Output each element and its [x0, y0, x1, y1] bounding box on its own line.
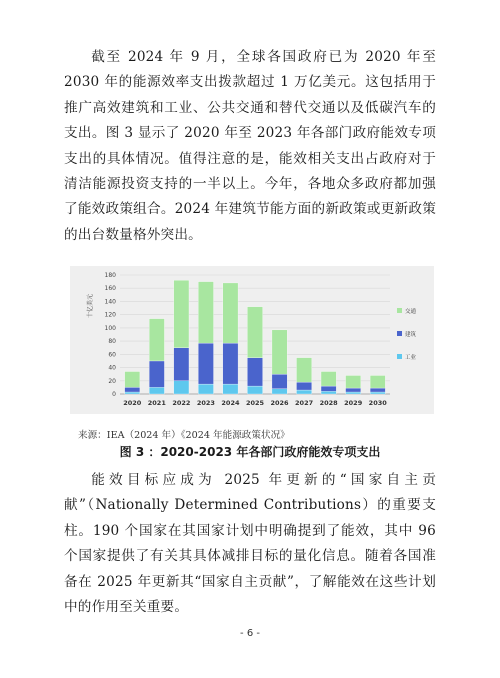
- bar-交通-2029: [346, 375, 361, 388]
- figure-caption: 图 3 ：2020-2023 年各部门政府能效专项支出: [119, 445, 381, 459]
- bar-交通-2020: [125, 372, 140, 388]
- bar-建筑-2026: [272, 374, 287, 389]
- bar-建筑-2023: [198, 343, 213, 384]
- bar-建筑-2022: [174, 348, 189, 381]
- x-tick-label: 2027: [295, 399, 314, 407]
- x-tick-label: 2022: [172, 399, 191, 407]
- y-tick-label: 180: [104, 272, 116, 279]
- bar-工业-2021: [149, 387, 164, 394]
- legend-label: 交通: [405, 309, 417, 315]
- x-tick-label: 2030: [368, 399, 387, 407]
- bar-交通-2027: [296, 358, 311, 382]
- bar-工业-2025: [247, 386, 262, 394]
- bar-工业-2029: [346, 392, 361, 394]
- chart-source: 来源：IEA（2024 年）《2024 年能源政策状况》: [78, 430, 290, 441]
- legend-label: 工业: [405, 355, 417, 361]
- y-tick-label: 0: [112, 391, 116, 398]
- bar-交通-2025: [247, 307, 262, 358]
- y-tick-label: 80: [108, 338, 116, 346]
- legend-swatch-交通: [397, 308, 402, 313]
- bar-建筑-2025: [247, 358, 262, 386]
- bar-建筑-2029: [346, 388, 361, 392]
- bar-建筑-2027: [296, 382, 311, 390]
- stacked-bar-chart: [70, 266, 434, 414]
- x-tick-label: 2029: [344, 399, 363, 407]
- bar-建筑-2030: [370, 388, 385, 392]
- y-tick-label: 100: [104, 324, 116, 332]
- y-tick-label: 20: [108, 377, 116, 385]
- bar-工业-2026: [272, 389, 287, 394]
- legend-swatch-工业: [397, 354, 402, 359]
- bar-工业-2020: [125, 392, 140, 394]
- y-tick-label: 120: [104, 311, 116, 319]
- y-tick-label: 60: [108, 351, 116, 359]
- body-paragraph-2: 能效目标应成为 2025 年更新的“国家自主贡献”（Nationally Determined Contributions）的重要支柱。190 个国家在其国家计划中明确提到了能效，其中 96 个国家提供了有关其具体减排目标的量化信息。随着各国准备在 2025 年更新其“国家自主贡献”，了解能效在这些计划中的作用至关重要。: [64, 472, 436, 616]
- bar-建筑-2024: [223, 343, 238, 384]
- bar-交通-2023: [198, 282, 213, 343]
- bar-交通-2022: [174, 280, 189, 347]
- bar-交通-2030: [370, 375, 385, 388]
- bar-工业-2028: [321, 391, 336, 394]
- bar-交通-2024: [223, 283, 238, 343]
- bar-工业-2022: [174, 381, 189, 394]
- x-tick-label: 2028: [319, 399, 338, 407]
- page-number: - 6 -: [240, 628, 260, 639]
- bar-建筑-2028: [321, 386, 336, 391]
- bar-建筑-2020: [125, 387, 140, 392]
- x-tick-label: 2021: [147, 399, 166, 407]
- y-tick-label: 160: [104, 285, 116, 293]
- x-tick-label: 2025: [245, 399, 265, 407]
- y-tick-label: 40: [108, 364, 116, 372]
- bar-工业-2030: [370, 392, 385, 394]
- bar-工业-2024: [223, 384, 238, 394]
- bar-交通-2026: [272, 330, 287, 374]
- bar-工业-2023: [198, 384, 213, 394]
- y-axis-label: 十亿美元: [87, 293, 94, 319]
- legend-swatch-建筑: [397, 331, 402, 336]
- x-tick-label: 2023: [196, 399, 215, 407]
- bar-建筑-2021: [149, 361, 164, 387]
- x-tick-label: 2020: [123, 399, 142, 407]
- bar-交通-2028: [321, 372, 336, 387]
- legend-label: 建筑: [405, 332, 417, 338]
- x-tick-label: 2024: [221, 399, 240, 407]
- bar-工业-2027: [296, 390, 311, 394]
- x-tick-label: 2026: [270, 399, 289, 407]
- chart-panel: [70, 266, 434, 414]
- y-tick-label: 140: [104, 298, 116, 306]
- body-paragraph-1: 截至 2024 年 9 月，全球各国政府已为 2020 年至 2030 年的能源效率支出拨款超过 1 万亿美元。这包括用于推广高效建筑和工业、公共交通和替代交通以及低碳汽车的支出。图 3 显示了 2020 年至 2023 年各部门政府能效专项支出的具体情况。值得注意的是，能效相关支出占政府对于清洁能源投资支持的一半以上。今年，各地众多政府都加强了能效政策组合。2024 年建筑节能方面的新政策或更新政策的出台数量格外突出。: [64, 49, 436, 243]
- bar-交通-2021: [149, 319, 164, 361]
